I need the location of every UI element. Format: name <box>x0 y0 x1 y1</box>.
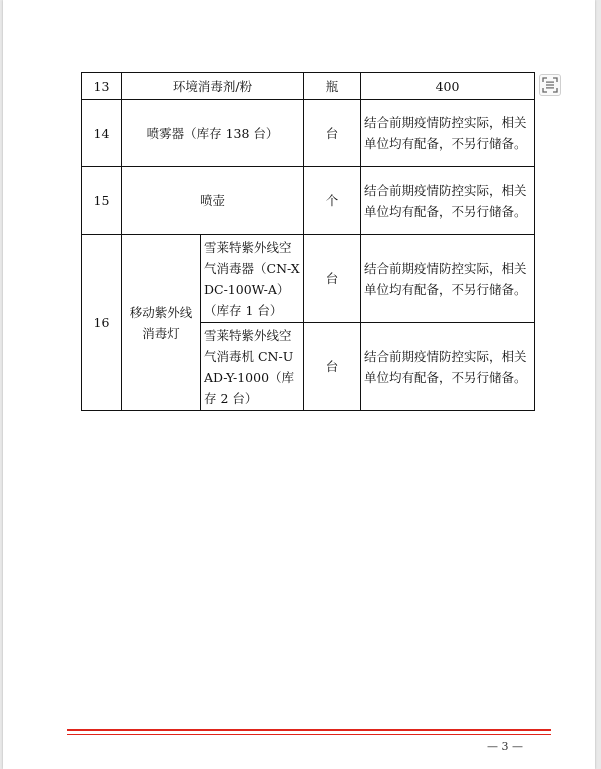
footer-rule-bottom <box>67 734 551 735</box>
supplies-table <box>81 72 535 411</box>
text-recognition-icon[interactable] <box>539 74 561 96</box>
item-unit: 台 <box>304 100 361 167</box>
item-unit: 台 <box>304 235 361 323</box>
item-name: 移动紫外线消毒灯 <box>122 235 201 411</box>
item-name: 环境消毒剂/粉 <box>122 73 304 100</box>
table-row <box>82 73 535 100</box>
item-name: 喷雾器（库存 138 台） <box>122 100 304 167</box>
table-row <box>82 100 535 167</box>
item-name: 喷壶 <box>122 167 304 235</box>
document-page <box>3 0 595 769</box>
item-model: 雪莱特紫外线空气消毒机 CN-UAD-Y-1000（库存 2 台） <box>201 323 304 411</box>
item-remark: 400 <box>361 73 535 100</box>
row-number: 14 <box>82 100 122 167</box>
row-number: 15 <box>82 167 122 235</box>
footer-rule-top <box>67 729 551 731</box>
row-number: 16 <box>82 235 122 411</box>
item-remark: 结合前期疫情防控实际，相关单位均有配备，不另行储备。 <box>361 167 535 235</box>
item-unit: 台 <box>304 323 361 411</box>
item-remark: 结合前期疫情防控实际，相关单位均有配备，不另行储备。 <box>361 235 535 323</box>
item-unit: 瓶 <box>304 73 361 100</box>
table-row <box>82 235 535 323</box>
row-number: 13 <box>82 73 122 100</box>
page-number: — 3 — <box>487 740 523 753</box>
item-remark: 结合前期疫情防控实际，相关单位均有配备，不另行储备。 <box>361 100 535 167</box>
item-unit: 个 <box>304 167 361 235</box>
item-model: 雪莱特紫外线空气消毒器（CN-XDC-100W-A）（库存 1 台） <box>201 235 304 323</box>
item-remark: 结合前期疫情防控实际，相关单位均有配备，不另行储备。 <box>361 323 535 411</box>
table-row <box>82 167 535 235</box>
